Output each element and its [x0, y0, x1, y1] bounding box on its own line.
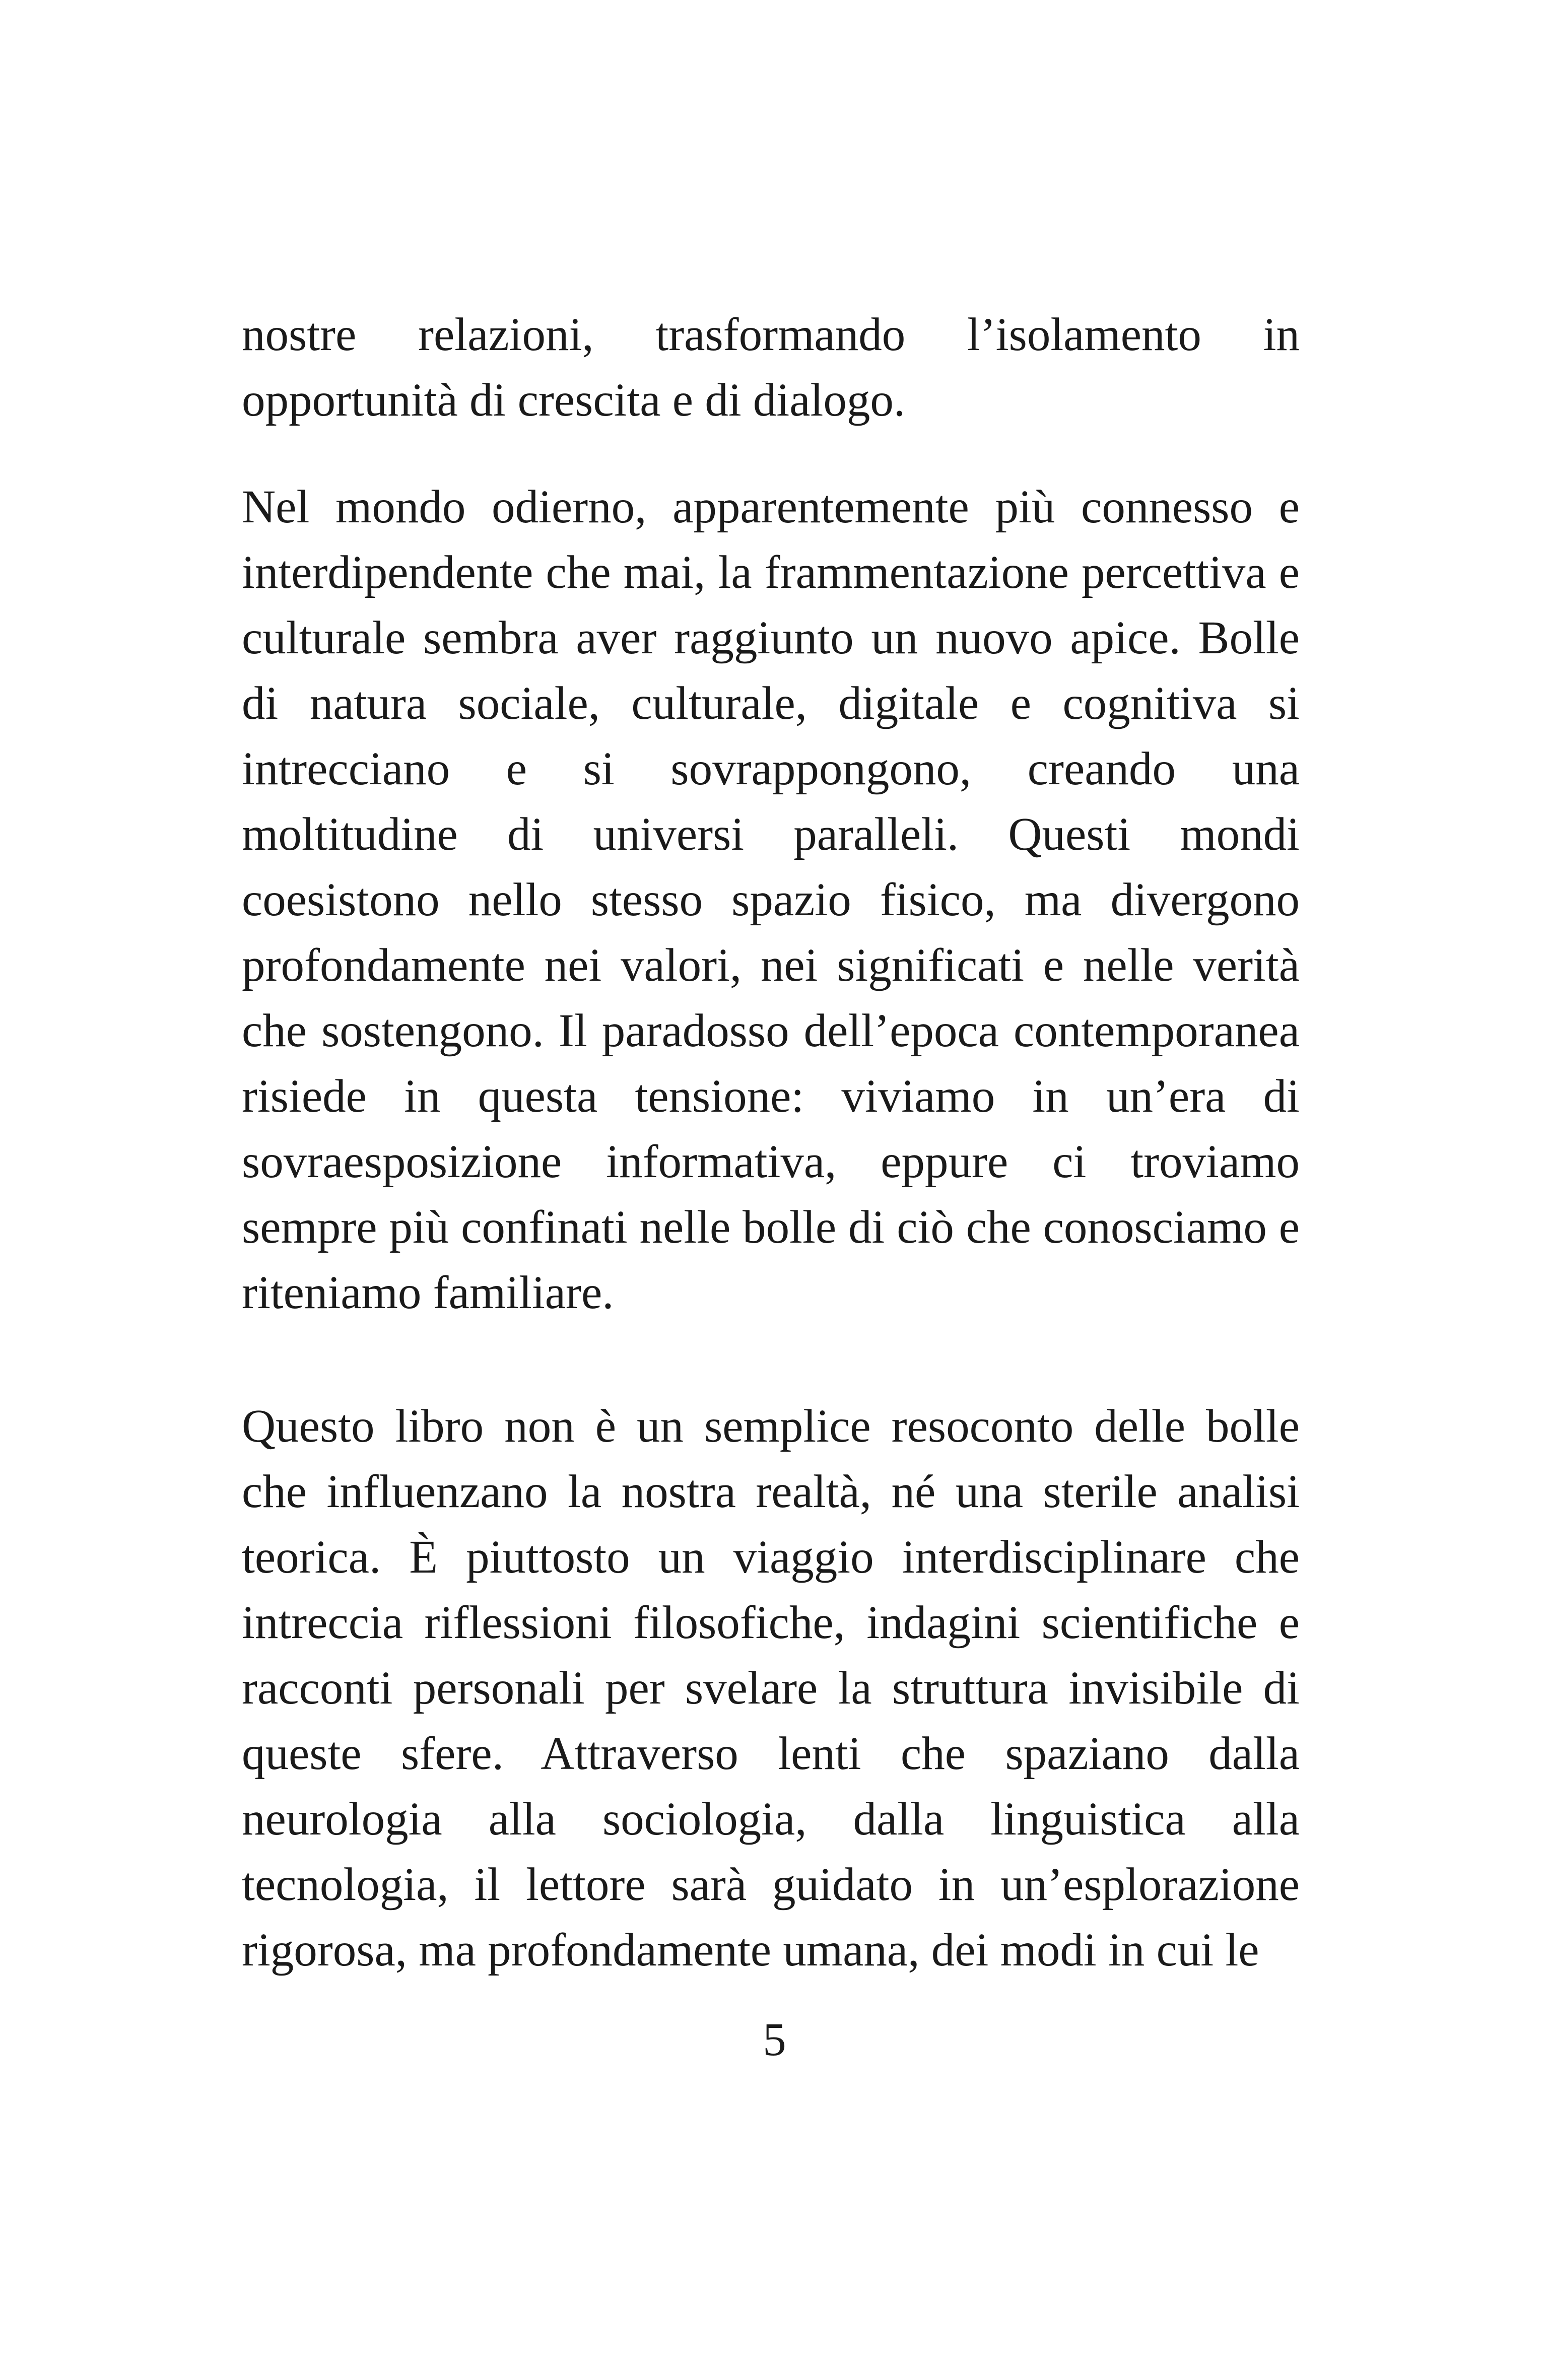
paragraph-1: nostre relazioni, trasformando l’isolamento in opportunità di crescita e di dialogo.: [242, 309, 1300, 426]
page-number: 5: [763, 2014, 786, 2066]
body-text: [242, 302, 1300, 1983]
paragraph-2: Nel mondo odierno, apparentemente più connesso e interdipendente che mai, la frammentazione percettiva e culturale sembra aver raggiunto un nuovo apice. Bolle di natura sociale, culturale, digitale e cognitiva si intrecciano e si sovrappongono, creando una moltitudine di universi paralleli. Questi mondi coesistono nello stesso spazio fisico, ma divergono profondamente nei valori, nei significati e nelle verità che sostengono. Il paradosso dell’epoca contemporanea risiede in questa tensione: viviamo in un’era di sovraesposizione informativa, eppure ci troviamo sempre più confinati nelle bolle di ciò che conosciamo e riteniamo familiare.: [242, 481, 1300, 1319]
paragraph-3: Questo libro non è un semplice resoconto delle bolle che influenzano la nostra realtà, né una sterile analisi teorica. È piuttosto un viaggio interdisciplinare che intreccia riflessioni filosofiche, indagini scientifiche e racconti personali per svelare la struttura invisibile di queste sfere. Attraverso lenti che spaziano dalla neurologia alla sociologia, dalla linguistica alla tecnologia, il lettore sarà guidato in un’esplorazione rigorosa, ma profondamente umana, dei modi in cui le: [242, 1400, 1300, 1976]
